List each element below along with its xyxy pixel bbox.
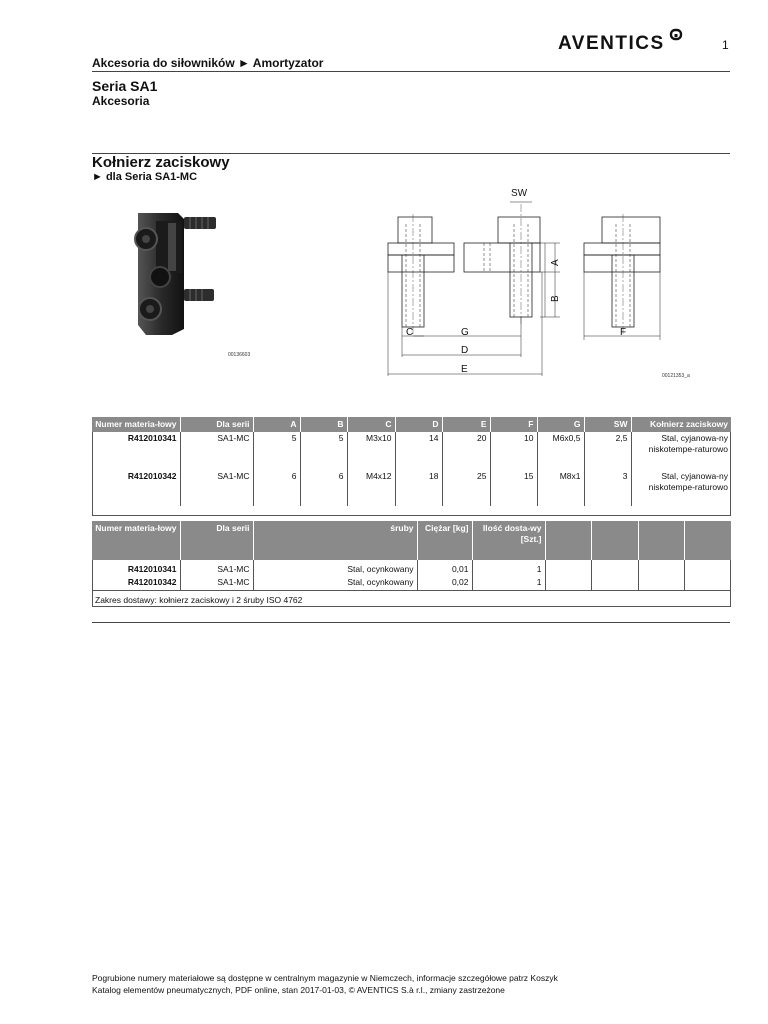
cell: M3x10 bbox=[347, 432, 395, 470]
delivery-note: Zakres dostawy: kołnierz zaciskowy i 2 śruby ISO 4762 bbox=[92, 590, 731, 608]
cell: SA1-MC bbox=[180, 576, 253, 590]
cell: R412010341 bbox=[92, 432, 180, 470]
cell bbox=[638, 560, 684, 576]
cell: 6 bbox=[300, 470, 347, 506]
cell bbox=[591, 576, 638, 590]
breadcrumb: Akcesoria do siłowników ► Amortyzator bbox=[92, 56, 324, 70]
cell: R412010341 bbox=[92, 560, 180, 576]
cell bbox=[638, 576, 684, 590]
cell: 10 bbox=[490, 432, 537, 470]
col-header: F bbox=[490, 417, 537, 432]
footer bbox=[92, 972, 692, 996]
cell: M4x12 bbox=[347, 470, 395, 506]
col-header: C bbox=[347, 417, 395, 432]
cell bbox=[545, 576, 591, 590]
col-header: Numer materia-łowy bbox=[92, 521, 180, 560]
col-header bbox=[591, 521, 638, 560]
table-header-row bbox=[92, 521, 731, 560]
cell bbox=[545, 560, 591, 576]
drawing-code: 00121353_a bbox=[662, 373, 690, 379]
col-header bbox=[684, 521, 731, 560]
col-header: D bbox=[395, 417, 442, 432]
cell: M6x0,5 bbox=[537, 432, 584, 470]
col-header bbox=[638, 521, 684, 560]
cell: 0,01 bbox=[417, 560, 472, 576]
table-header-row bbox=[92, 417, 731, 432]
cell: R412010342 bbox=[92, 576, 180, 590]
col-header: G bbox=[537, 417, 584, 432]
series-subtitle: Akcesoria bbox=[92, 94, 150, 108]
header-divider bbox=[92, 71, 730, 72]
table-row bbox=[92, 470, 731, 506]
table-row bbox=[92, 576, 731, 590]
cell: M8x1 bbox=[537, 470, 584, 506]
cell: 20 bbox=[442, 432, 490, 470]
section-subtitle: ► dla Seria SA1-MC bbox=[92, 171, 198, 183]
table-note-row bbox=[92, 590, 731, 608]
logo-mark-icon bbox=[671, 30, 681, 39]
cell: 14 bbox=[395, 432, 442, 470]
series-title: Seria SA1 bbox=[92, 78, 158, 94]
table-row bbox=[92, 560, 731, 576]
cell: 1 bbox=[472, 560, 545, 576]
footer-line-2: Katalog elementów pneumatycznych, PDF online, stan 2017-01-03, © AVENTICS S.à r.l., zmiany zastrzeżone bbox=[92, 985, 505, 995]
cell bbox=[591, 560, 638, 576]
col-header bbox=[545, 521, 591, 560]
cell: 1 bbox=[472, 576, 545, 590]
cell: 18 bbox=[395, 470, 442, 506]
col-header: Kołnierz zaciskowy bbox=[631, 417, 731, 432]
cell: 5 bbox=[300, 432, 347, 470]
drawing-label-sw: SW bbox=[511, 188, 528, 199]
dimension-drawing bbox=[380, 184, 680, 380]
drawing-label-d: D bbox=[461, 345, 469, 356]
photo-code: 00136603 bbox=[228, 352, 251, 358]
cell: 0,02 bbox=[417, 576, 472, 590]
cell: 25 bbox=[442, 470, 490, 506]
cell: Stal, ocynkowany bbox=[253, 576, 417, 590]
cell: Stal, ocynkowany bbox=[253, 560, 417, 576]
cell: SA1-MC bbox=[180, 560, 253, 576]
product-photo bbox=[122, 205, 222, 340]
cell bbox=[684, 560, 731, 576]
cell: 2,5 bbox=[584, 432, 631, 470]
section-title: Kołnierz zaciskowy bbox=[92, 154, 230, 171]
delivery-table bbox=[92, 521, 731, 608]
drawing-label-b: B bbox=[550, 295, 561, 302]
col-header: A bbox=[253, 417, 300, 432]
drawing-label-e: E bbox=[461, 364, 468, 375]
cell: SA1-MC bbox=[180, 432, 253, 470]
cell: 5 bbox=[253, 432, 300, 470]
cell bbox=[684, 576, 731, 590]
col-header: Dla serii bbox=[180, 521, 253, 560]
table-row bbox=[92, 432, 731, 470]
col-header: Dla serii bbox=[180, 417, 253, 432]
cell: Stal, cyjanowa-ny niskotempe-raturowo bbox=[648, 433, 728, 454]
footer-line-1: Pogrubione numery materiałowe są dostępne w centralnym magazynie w Niemczech, informacje szczegółowe patrz Koszyk bbox=[92, 973, 558, 983]
drawing-label-g: G bbox=[461, 327, 469, 338]
cell: 6 bbox=[253, 470, 300, 506]
drawing-label-a: A bbox=[550, 259, 561, 266]
cell: 3 bbox=[584, 470, 631, 506]
table-bottom-divider bbox=[92, 622, 730, 623]
col-header: E bbox=[442, 417, 490, 432]
col-header: Ciężar [kg] bbox=[417, 521, 472, 560]
col-header: Ilość dosta-wy [Szt.] bbox=[472, 521, 545, 560]
page-number: 1 bbox=[722, 38, 729, 52]
dimensions-table bbox=[92, 417, 731, 506]
cell: SA1-MC bbox=[180, 470, 253, 506]
drawing-label-f: F bbox=[620, 327, 627, 338]
col-header: SW bbox=[584, 417, 631, 432]
brand-name: AVENTICS bbox=[558, 33, 665, 54]
col-header: Numer materia-łowy bbox=[92, 417, 180, 432]
cell: Stal, cyjanowa-ny niskotempe-raturowo bbox=[648, 471, 728, 492]
col-header: B bbox=[300, 417, 347, 432]
cell: 15 bbox=[490, 470, 537, 506]
cell: R412010342 bbox=[92, 470, 180, 506]
col-header: śruby bbox=[253, 521, 417, 560]
drawing-label-c: C bbox=[406, 327, 414, 338]
aventics-logo bbox=[558, 28, 688, 54]
